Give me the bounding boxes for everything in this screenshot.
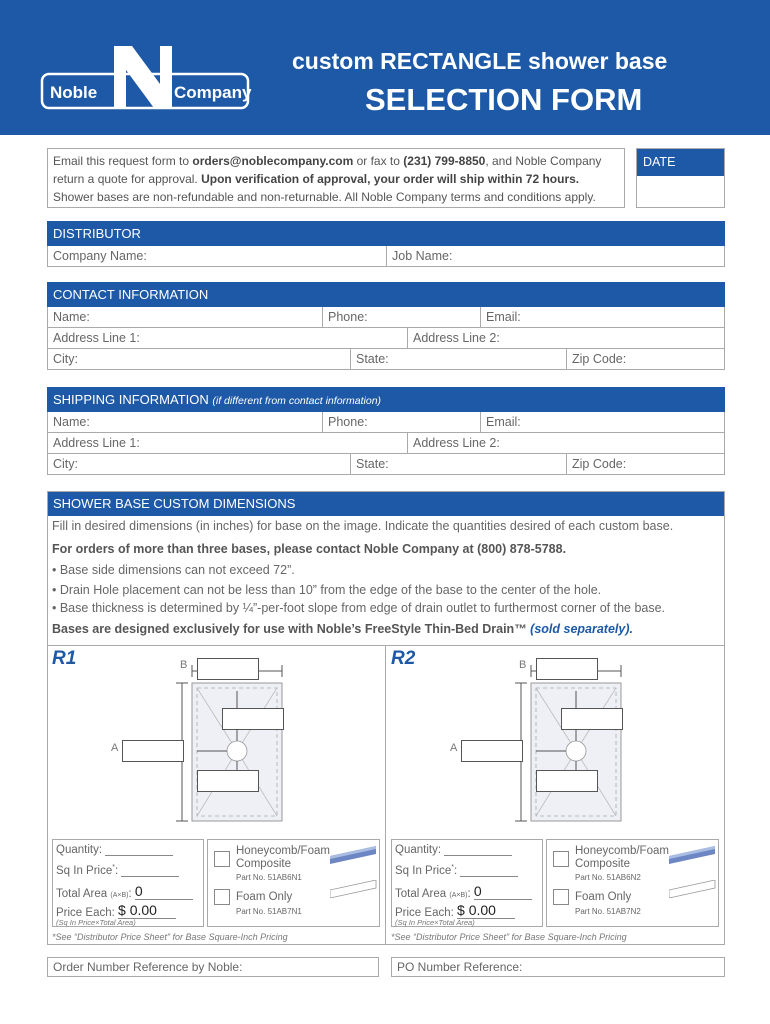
contact-email-field[interactable]: Email:	[480, 307, 724, 327]
honeycomb-foam-swatch-icon	[669, 846, 717, 864]
order-number-reference-field[interactable]: Order Number Reference by Noble:	[47, 957, 379, 977]
foam-only-checkbox[interactable]	[214, 889, 230, 905]
drain-offset-input-2[interactable]	[197, 770, 259, 792]
dimension-b-input[interactable]	[197, 658, 259, 680]
dimensions-bullet-1: • Base side dimensions can not exceed 72”.	[52, 563, 295, 577]
foam-only-label: Foam Only	[575, 891, 632, 903]
intro-instructions: Email this request form to orders@noblecompany.com or fax to (231) 799-8850, and Noble Company return a quote for approval. Upon verification of approval, your order will ship within 72 hours. Shower bases are non-refundable and non-returnable. All Noble Company terms and conditions apply.	[47, 148, 625, 208]
date-field[interactable]	[636, 148, 725, 208]
shipping-city-field[interactable]: City:	[53, 457, 78, 471]
total-area-label: Total Area	[56, 888, 108, 900]
shipping-zip-field[interactable]: Zip Code:	[566, 454, 724, 474]
panel-label: R1	[52, 648, 77, 669]
order-email[interactable]: orders@noblecompany.com	[192, 154, 354, 168]
contact-name-field[interactable]: Name:	[53, 310, 90, 324]
job-name-field[interactable]: Job Name:	[386, 246, 724, 266]
price-each-label: Price Each:	[395, 907, 454, 919]
foam-only-swatch-icon	[669, 880, 717, 898]
shipping-name-field[interactable]: Name:	[53, 415, 90, 429]
sq-in-price-input[interactable]	[121, 876, 179, 877]
date-label: DATE	[637, 149, 724, 176]
form-title-line1: custom RECTANGLE shower base	[292, 48, 668, 74]
dimension-a-label: A	[111, 742, 119, 754]
price-formula-note: (Sq In Price×Total Area)	[56, 918, 136, 927]
dimension-a-input[interactable]	[461, 740, 523, 762]
contact-state-field[interactable]: State:	[350, 349, 566, 369]
shipping-row-2	[47, 433, 725, 454]
dimension-a-label: A	[450, 742, 458, 754]
honeycomb-foam-label: Honeycomb/Foam Composite	[575, 845, 669, 870]
shipping-email-field[interactable]: Email:	[480, 412, 724, 432]
contact-phone-field[interactable]: Phone:	[322, 307, 480, 327]
honeycomb-foam-label: Honeycomb/Foam Composite	[236, 845, 330, 870]
foam-only-part: Part No. 51AB7N1	[236, 907, 302, 916]
shipping-row-3	[47, 454, 725, 475]
contact-row-2	[47, 328, 725, 349]
sq-in-price-input[interactable]	[460, 876, 518, 877]
honeycomb-foam-checkbox[interactable]	[214, 851, 230, 867]
price-formula-note: (Sq In Price×Total Area)	[395, 918, 475, 927]
shipping-state-field[interactable]: State:	[350, 454, 566, 474]
dimensions-drain-note: Bases are designed exclusively for use with Noble’s FreeStyle Thin-Bed Drain™ (sold separately).	[52, 622, 633, 636]
foam-only-label: Foam Only	[236, 891, 293, 903]
material-options-box	[207, 839, 380, 927]
shipping-row-1	[47, 412, 725, 433]
shipping-heading-note: (if different from contact information)	[212, 395, 382, 407]
contact-row-3	[47, 349, 725, 370]
panel-r2	[386, 646, 724, 944]
contact-address1-field[interactable]: Address Line 1:	[53, 331, 140, 345]
shipping-address1-field[interactable]: Address Line 1:	[53, 436, 140, 450]
dimension-b-label: B	[519, 659, 527, 671]
shipping-phone-field[interactable]: Phone:	[322, 412, 480, 432]
contact-heading: CONTACT INFORMATION	[47, 282, 725, 307]
dimensions-heading: SHOWER BASE CUSTOM DIMENSIONS	[47, 491, 725, 516]
shipping-address2-field[interactable]: Address Line 2:	[407, 433, 724, 453]
distributor-row	[47, 246, 725, 267]
quantity-label: Quantity:	[56, 844, 103, 856]
contact-address2-field[interactable]: Address Line 2:	[407, 328, 724, 348]
panel-r1	[47, 646, 385, 944]
quantity-input[interactable]	[105, 855, 173, 856]
dimensions-bullet-2: • Drain Hole placement can not be less than 10” from the edge of the base to the center of the hole.	[52, 583, 602, 597]
total-area-input[interactable]: 0	[135, 883, 193, 900]
dimensions-contact-note: For orders of more than three bases, please contact Noble Company at (800) 878-5788.	[52, 542, 567, 556]
po-number-reference-field[interactable]: PO Number Reference:	[391, 957, 725, 977]
dimension-a-input[interactable]	[122, 740, 184, 762]
noble-company-logo	[40, 42, 252, 112]
contact-city-field[interactable]: City:	[53, 352, 78, 366]
fax-number: (231) 799-8850	[403, 154, 486, 168]
distributor-heading: DISTRIBUTOR	[47, 221, 725, 246]
quantity-label: Quantity:	[395, 844, 442, 856]
dimensions-bullet-3: • Base thickness is determined by ¼”-per-foot slope from edge of drain outlet to furthermost corner of the base.	[52, 601, 666, 615]
price-each-input[interactable]: $ 0.00	[457, 902, 515, 919]
sq-in-price-label: Sq In Price	[56, 864, 113, 877]
honeycomb-foam-swatch-icon	[330, 846, 378, 864]
header-banner	[0, 0, 770, 135]
drain-offset-input-2[interactable]	[536, 770, 598, 792]
contact-row-1	[47, 307, 725, 328]
contact-zip-field[interactable]: Zip Code:	[566, 349, 724, 369]
pricing-box: Quantity: Sq In Price*: Total Area (A×B): 0 Price Each: $ 0.00	[391, 839, 543, 927]
foam-only-part: Part No. 51AB7N2	[575, 907, 641, 916]
dimensions-instructions: Fill in desired dimensions (in inches) for base on the image. Indicate the quantities desired of each custom base.	[52, 519, 674, 533]
total-area-label: Total Area	[395, 888, 447, 900]
form-title-line2: SELECTION FORM	[365, 82, 643, 117]
shipping-heading: SHIPPING INFORMATION (if different from contact information)	[47, 387, 725, 412]
honeycomb-foam-checkbox[interactable]	[553, 851, 569, 867]
logo-text-company: Company	[174, 83, 252, 102]
quantity-input[interactable]	[444, 855, 512, 856]
material-options-box	[546, 839, 719, 927]
logo-text-noble: Noble	[50, 83, 98, 102]
panel-label: R2	[391, 648, 416, 669]
dimension-b-label: B	[180, 659, 188, 671]
foam-only-checkbox[interactable]	[553, 889, 569, 905]
price-each-label: Price Each:	[56, 907, 115, 919]
honeycomb-foam-part: Part No. 51AB6N1	[236, 873, 302, 882]
foam-only-swatch-icon	[330, 880, 378, 898]
pricing-footnote: *See “Distributor Price Sheet” for Base Square-Inch Pricing	[52, 932, 288, 942]
total-area-input[interactable]: 0	[474, 883, 532, 900]
price-each-input[interactable]: $ 0.00	[118, 902, 176, 919]
drain-offset-input-1[interactable]	[222, 708, 284, 730]
company-name-field[interactable]: Company Name:	[53, 249, 147, 263]
dimension-b-input[interactable]	[536, 658, 598, 680]
pricing-box: Quantity: Sq In Price*: Total Area (A×B): 0 Price Each: $ 0.00	[52, 839, 204, 927]
honeycomb-foam-part: Part No. 51AB6N2	[575, 873, 641, 882]
sq-in-price-label: Sq In Price	[395, 864, 452, 877]
pricing-footnote: *See “Distributor Price Sheet” for Base Square-Inch Pricing	[391, 932, 627, 942]
drain-offset-input-1[interactable]	[561, 708, 623, 730]
